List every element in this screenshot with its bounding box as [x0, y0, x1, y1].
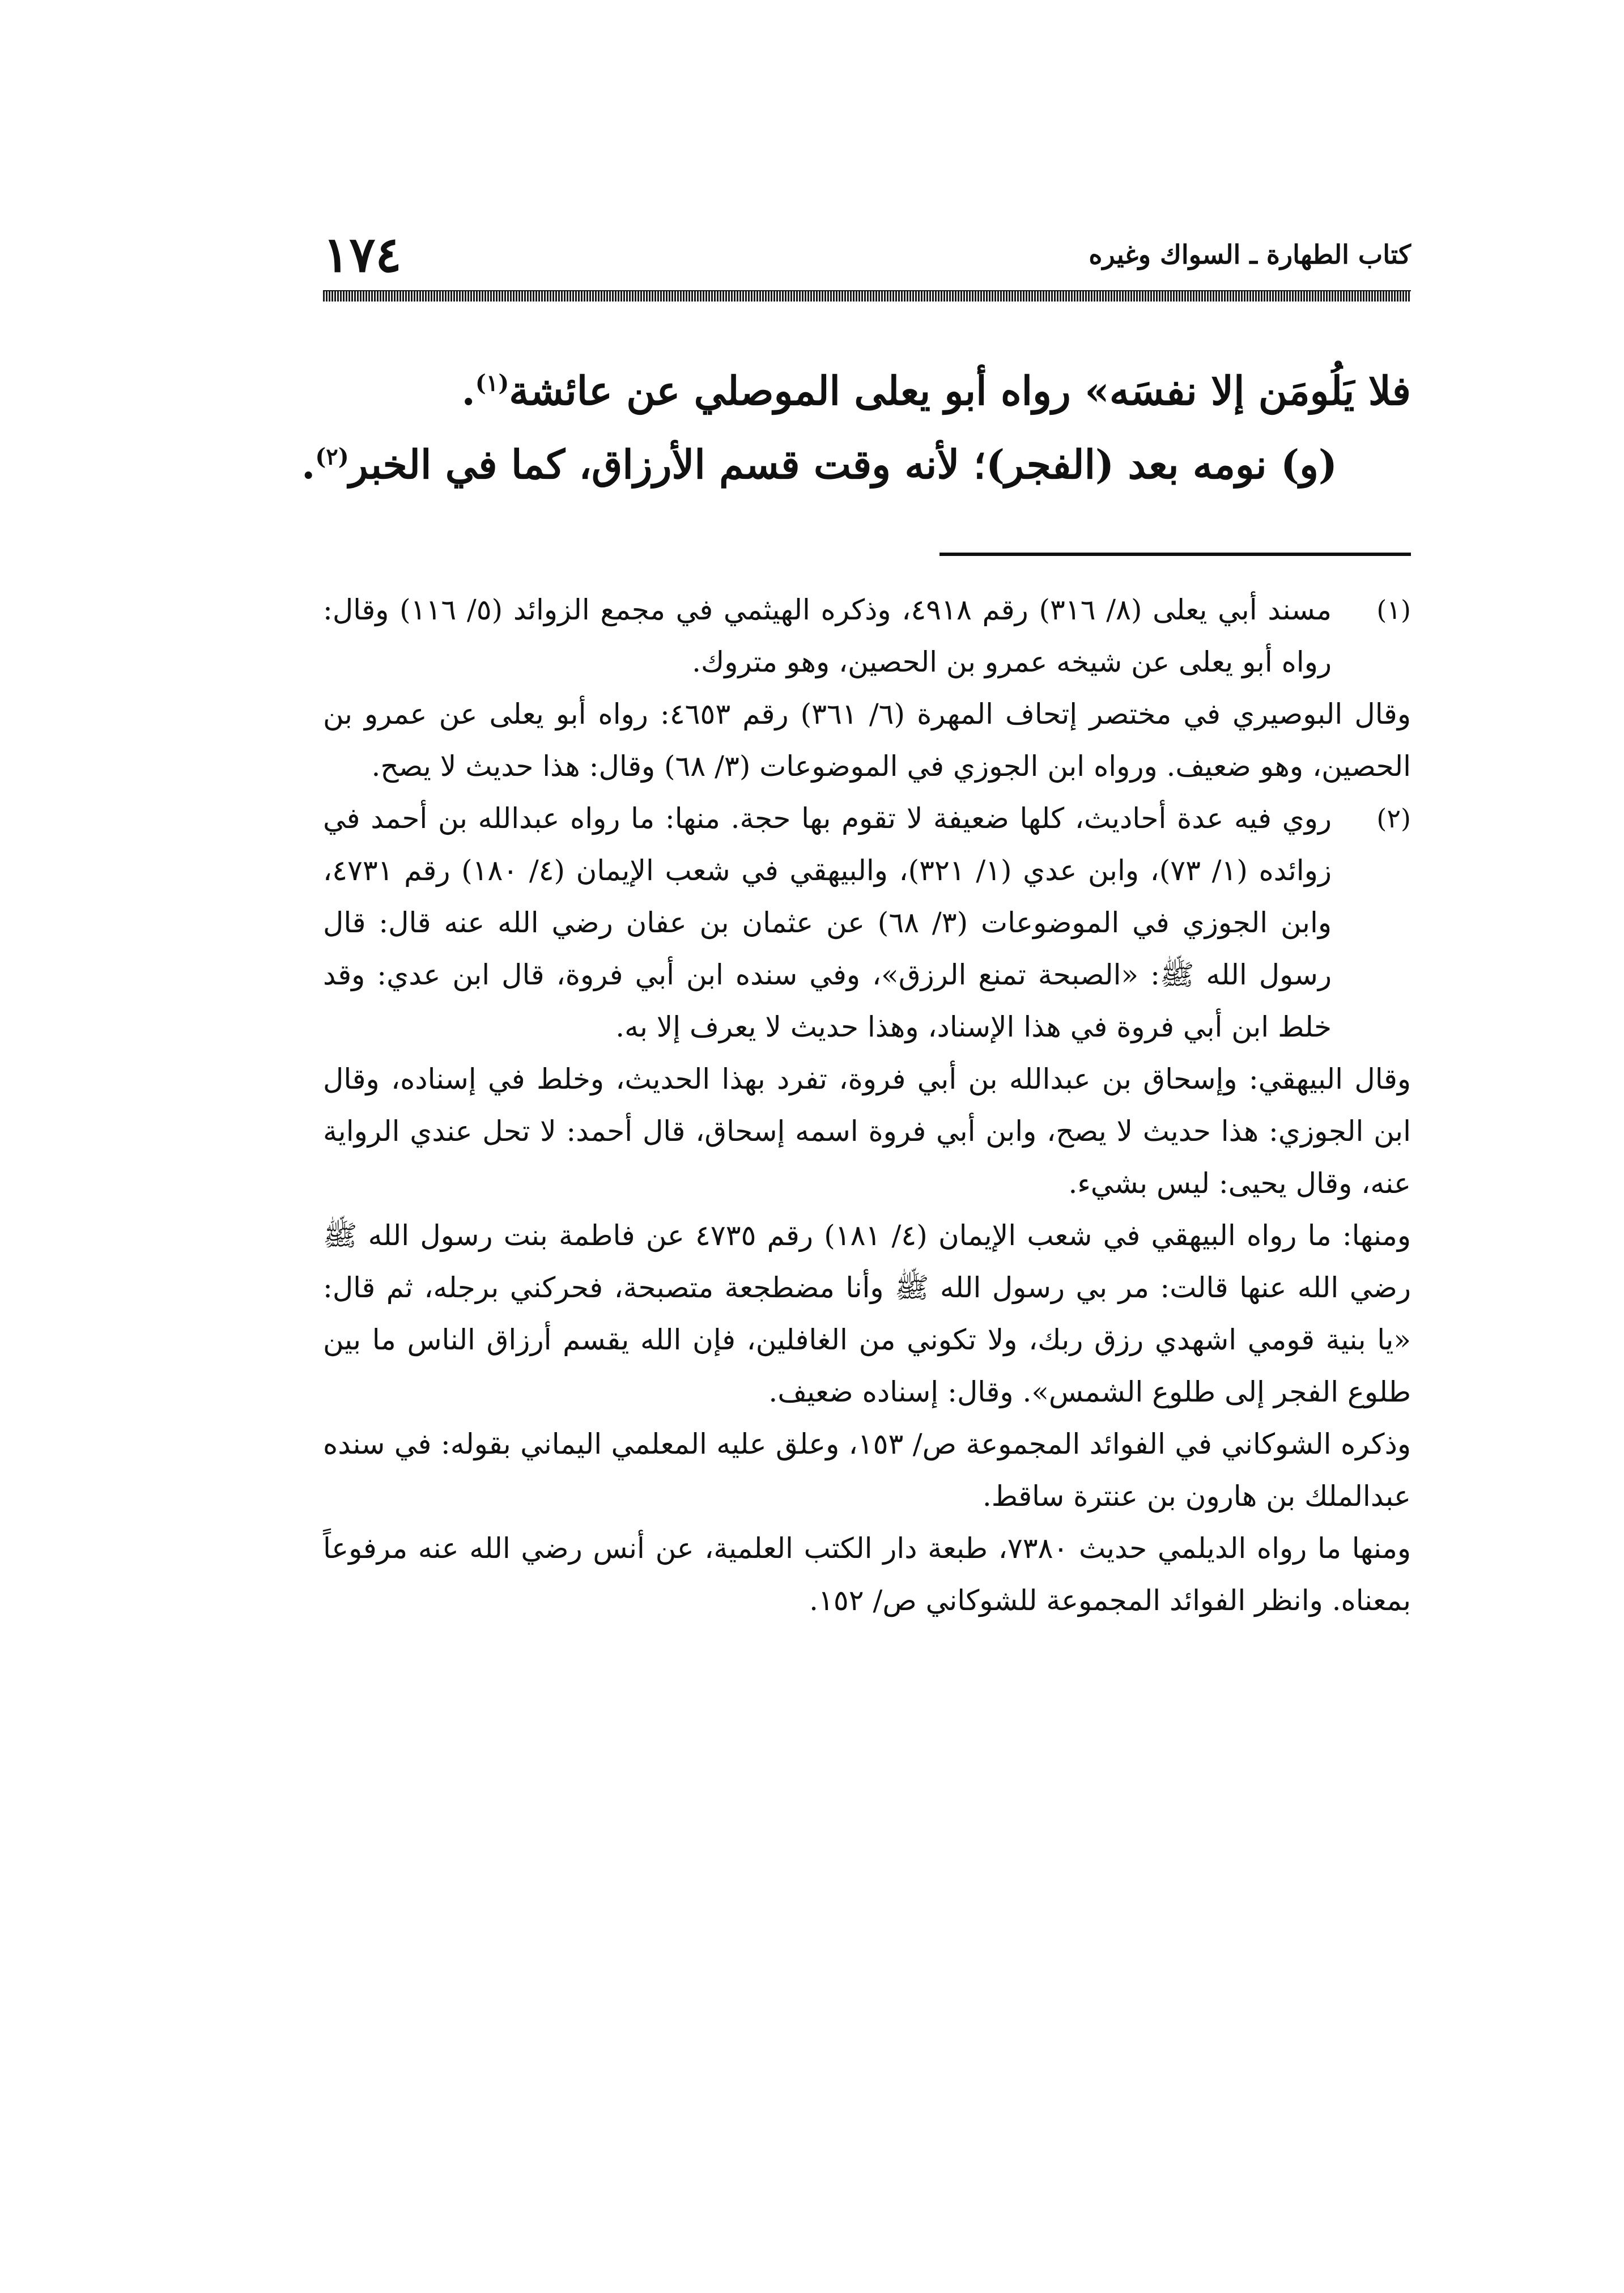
footnote-paragraph: وقال البيهقي: وإسحاق بن عبدالله بن أبي فروة، تفرد بهذا الحديث، وخلط في إسناده، وقال ابن الجوزي: هذا حديث لا يصح، وابن أبي فروة اسمه إسحاق، قال أحمد: لا تحل عندي الرواية عنه، وقال يحيى: ليس بشيء. [323, 1063, 1411, 1200]
footnote-ref-2[interactable]: (٢) [315, 443, 349, 470]
footnote-paragraph: ومنها: ما رواه البيهقي في شعب الإيمان (٤/ ١٨١) رقم ٤٧٣٥ عن فاطمة بنت رسول الله ﷺ رضي الله عنها قالت: مر بي رسول الله ﷺ وأنا مضطجعة متصبحة، فحركني برجله، ثم قال: «يا بنية قومي اشهدي رزق ربك، ولا تكوني من الغافلين، فإن الله يقسم أرزاق الناس ما بين طلوع الفجر إلى طلوع الشمس». وقال: إسناده ضعيف. [323, 1219, 1411, 1408]
footnote-number: (٢) [1376, 803, 1411, 834]
footnote-paragraph: ومنها ما رواه الديلمي حديث ٧٣٨٠، طبعة دار الكتب العلمية، عن أنس رضي الله عنه مرفوعاً بمعناه. وانظر الفوائد المجموعة للشوكاني ص/ ١٥٢. [323, 1532, 1411, 1617]
page-header [323, 224, 1411, 286]
main-line-1-text: فلا يَلُومَن إلا نفسَه» رواه أبو يعلى الموصلي عن عائشة [509, 367, 1411, 414]
footnote-2 [323, 792, 1411, 1627]
footnotes [323, 584, 1411, 1627]
footnote-paragraph: وذكره الشوكاني في الفوائد المجموعة ص/ ١٥٣، وعلق عليه المعلمي اليماني بقوله: في سنده عبدالملك بن هارون بن عنترة ساقط. [323, 1428, 1411, 1513]
running-title: كتاب الطهارة ـ السواك وغيره [1089, 239, 1411, 270]
main-line-1-end: . [461, 367, 475, 414]
footnote-separator [939, 553, 1411, 556]
main-line-2-text: (و) نومه بعد (الفجر)؛ لأنه وقت قسم الأرزاق، كما في الخبر [348, 441, 1337, 488]
footnote-number: (١) [1376, 595, 1411, 625]
footnote-paragraph: وقال البوصيري في مختصر إتحاف المهرة (٦/ ٣٦١) رقم ٤٦٥٣: رواه أبو يعلى عن عمرو بن الحصين، وهو ضعيف. ورواه ابن الجوزي في الموضوعات (٣/ ٦٨) وقال: هذا حديث لا يصح. [323, 698, 1411, 783]
footnote-paragraph: روي فيه عدة أحاديث، كلها ضعيفة لا تقوم بها حجة. منها: ما رواه عبدالله بن أحمد في زوائده (١/ ٧٣)، وابن عدي (١/ ٣٢١)، والبيهقي في شعب الإيمان (٤/ ١٨٠) رقم ٤٧٣١، وابن الجوزي في الموضوعات (٣/ ٦٨) عن عثمان بن عفان رضي الله عنه قال: قال رسول الله ﷺ: «الصبحة تمنع الرزق»، وفي سنده ابن أبي فروة، قال ابن عدي: وقد خلط ابن أبي فروة في هذا الإسناد، وهذا حديث لا يعرف إلا به. [323, 802, 1332, 1043]
page-number: ١٧٤ [323, 226, 402, 283]
main-line-1 [323, 354, 1411, 428]
main-line-2 [301, 428, 1411, 502]
footnote-ref-1[interactable]: (١) [475, 370, 509, 397]
main-text [301, 354, 1411, 502]
footnote-paragraph: مسند أبي يعلى (٨/ ٣١٦) رقم ٤٩١٨، وذكره الهيثمي في مجمع الزوائد (٥/ ١١٦) وقال: رواه أبو يعلى عن شيخه عمرو بن الحصين، وهو متروك. [323, 593, 1332, 678]
main-line-2-end: . [301, 441, 316, 488]
footnote-1 [323, 584, 1411, 792]
header-divider [323, 290, 1411, 302]
